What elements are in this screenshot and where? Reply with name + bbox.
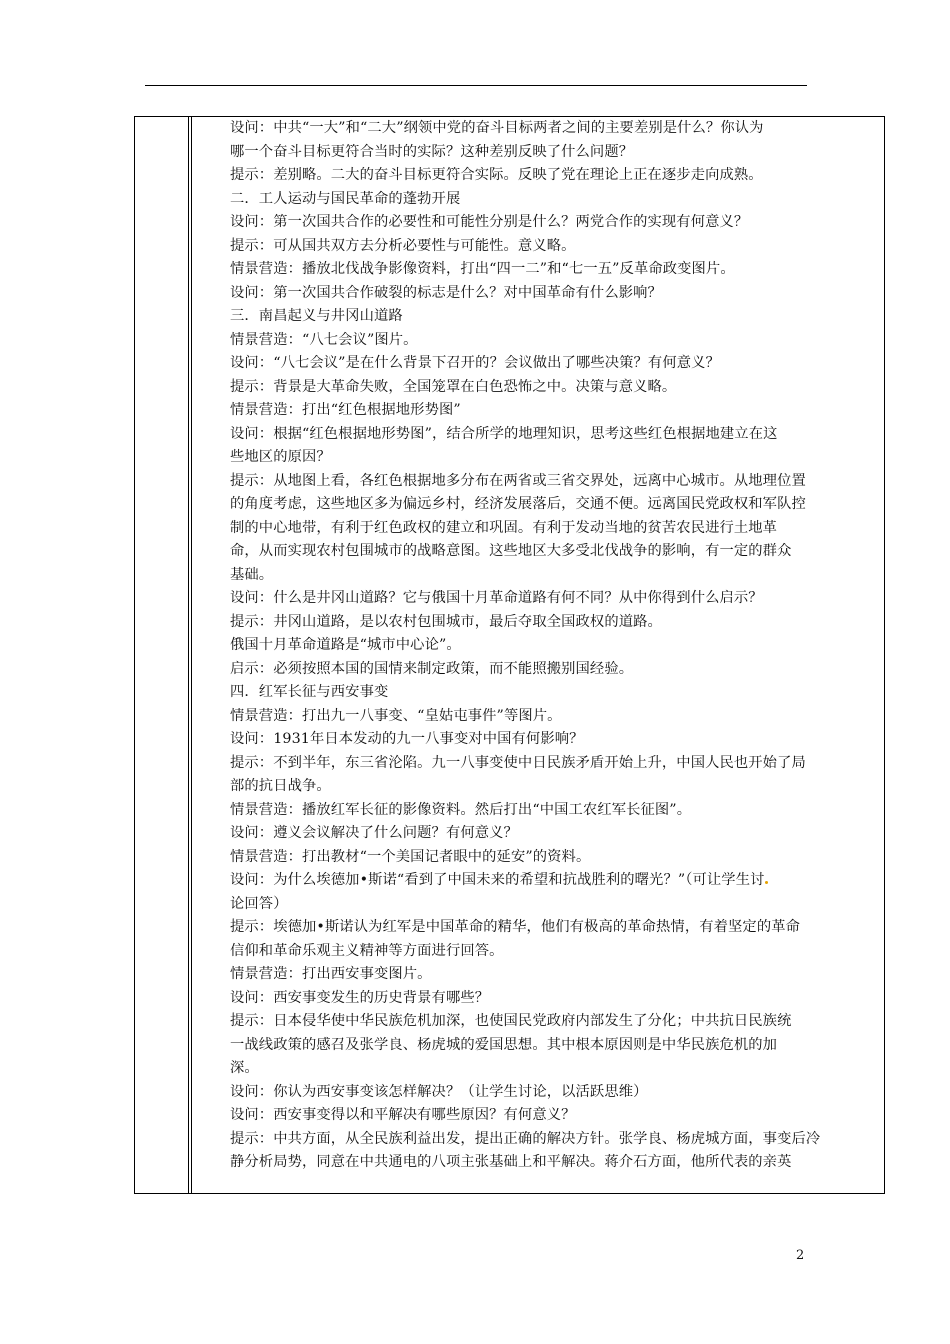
text-line: 论回答） [230, 895, 288, 912]
text-line: 命，从而实现农村包围城市的战略意图。这些地区大多受北伐战争的影响，有一定的群众 [230, 543, 792, 559]
text-line: 制的中心地带，有利于红色政权的建立和巩固。有利于发动当地的贫苦农民进行土地革 [230, 519, 778, 536]
text-line: 提示：可从国共双方去分析必要性与可能性。意义略。 [230, 237, 576, 254]
text-line: 设问：西安事变发生的历史背景有哪些？ [230, 989, 490, 1006]
page-number: 2 [796, 1248, 805, 1263]
text-line: 情景营造：打出西安事变图片。 [230, 966, 432, 982]
text-line: 情景营造：打出教材“一个美国记者眼中的延安”的资料。 [230, 848, 591, 865]
text-line: 深。 [230, 1060, 259, 1076]
text-line: 二．工人运动与国民革命的蓬勃开展 [230, 190, 461, 207]
text-line: 设问：西安事变得以和平解决有哪些原因？有何意义？ [230, 1107, 576, 1123]
text-line: 启示：必须按照本国的国情来制定政策，而不能照搬别国经验。 [230, 660, 634, 677]
text-line: 三．南昌起义与井冈山道路 [230, 308, 403, 324]
text-line: 提示：从地图上看，各红色根据地多分布在两省或三省交界处，远离中心城市。从地理位置 [230, 472, 806, 489]
text-line: 情景营造：“八七会议”图片。 [230, 331, 418, 348]
text-line: 设问：第一次国共合作的必要性和可能性分别是什么？两党合作的实现有何意义？ [230, 214, 749, 230]
text-line: 设问：“八七会议”是在什么背景下召开的？会议做出了哪些决策？有何意义？ [230, 355, 720, 371]
text-line: 设问：为什么埃德加•斯诺“看到了中国未来的希望和抗战胜利的曙光？”（可让学生讨 [230, 869, 878, 893]
column-divider [191, 117, 192, 1193]
text-line: 设问：什么是井冈山道路？它与俄国十月革命道路有何不同？从中你得到什么启示？ [230, 590, 763, 606]
text-line: 些地区的原因？ [230, 449, 331, 465]
text-line: 提示：不到半年，东三省沦陷。九一八事变使中日民族矛盾开始上升，中国人民也开始了局 [230, 754, 806, 771]
text-line: 一战线政策的感召及张学良、杨虎城的爱国思想。其中根本原因则是中华民族危机的加 [230, 1036, 778, 1053]
orange-mark-icon [765, 881, 768, 884]
text-line: 四．红军长征与西安事变 [230, 684, 389, 700]
text-line: 情景营造：打出“红色根据地形势图” [230, 402, 461, 418]
text-line: 设问：你认为西安事变该怎样解决？（让学生讨论，以活跃思维） [230, 1083, 648, 1100]
text-line: 哪一个奋斗目标更符合当时的实际？这种差别反映了什么问题？ [230, 143, 634, 160]
text-line: 提示：井冈山道路，是以农村包围城市，最后夺取全国政权的道路。 [230, 613, 662, 630]
text-line: 俄国十月革命道路是“城市中心论”。 [230, 637, 461, 653]
text-line: 提示：差别略。二大的奋斗目标更符合实际。反映了党在理论上正在逐步走向成熟。 [230, 167, 763, 183]
text-line: 设问：1931年日本发动的九一八事变对中国有何影响？ [230, 731, 584, 747]
text-line: 提示：中共方面，从全民族利益出发，提出正确的解决方针。张学良、杨虎城方面，事变后冷 [230, 1130, 821, 1147]
text-line: 设问：中共“一大”和“二大”纲领中党的奋斗目标两者之间的主要差别是什么？你认为 [230, 120, 764, 136]
text-line: 设问：第一次国共合作破裂的标志是什么？对中国革命有什么影响？ [230, 284, 662, 301]
text-line: 设问：遵义会议解决了什么问题？有何意义？ [230, 825, 518, 841]
column-divider [188, 117, 189, 1193]
text-line: 的角度考虑，这些地区多为偏远乡村，经济发展落后，交通不便。远离国民党政权和军队控 [230, 496, 806, 512]
text-line: 情景营造：打出九一八事变、“皇姑屯事件”等图片。 [230, 707, 562, 724]
lesson-table [134, 116, 885, 1194]
text-line: 提示：背景是大革命失败，全国笼罩在白色恐怖之中。决策与意义略。 [230, 378, 677, 395]
header-rule [145, 85, 807, 86]
text-line: 情景营造：播放北伐战争影像资料，打出“四一二”和“七一五”反革命政变图片。 [230, 261, 735, 277]
lesson-content [230, 117, 878, 1175]
text-line: 提示：日本侵华使中华民族危机加深，也使国民党政府内部发生了分化；中共抗日民族统 [230, 1013, 792, 1029]
text-line: 情景营造：播放红军长征的影像资料。然后打出“中国工农红军长征图”。 [230, 801, 692, 818]
text-line: 部的抗日战争。 [230, 778, 331, 794]
text-line: 信仰和革命乐观主义精神等方面进行回答。 [230, 942, 504, 959]
text-line: 静分析局势，同意在中共通电的八项主张基础上和平解决。蒋介石方面，他所代表的亲英 [230, 1154, 792, 1170]
text-line: 提示：埃德加•斯诺认为红军是中国革命的精华，他们有极高的革命热情，有着坚定的革命 [230, 919, 801, 935]
text-line: 基础。 [230, 566, 274, 583]
text-line: 设问：根据“红色根据地形势图”，结合所学的地理知识，思考这些红色根据地建立在这 [230, 425, 778, 442]
